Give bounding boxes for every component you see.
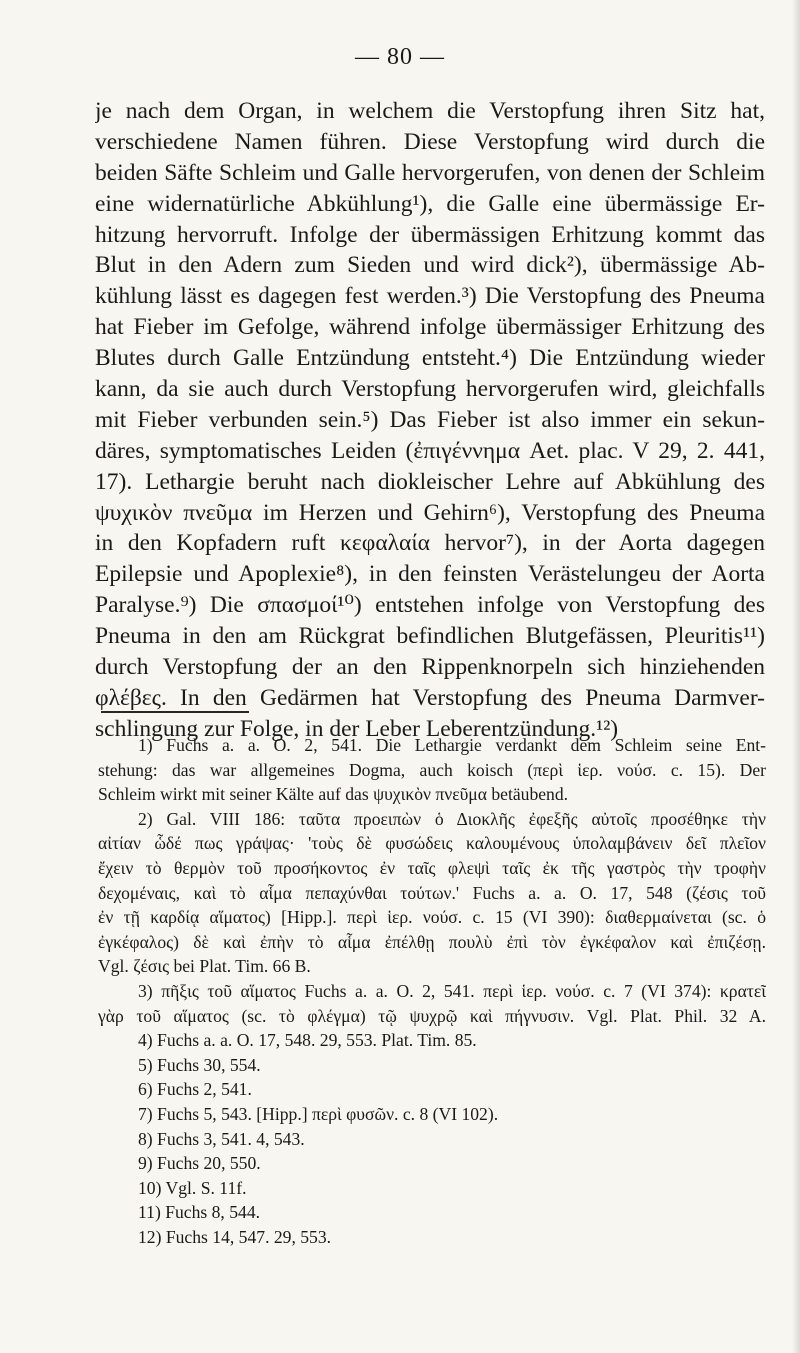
page-number: — 80 — bbox=[355, 44, 445, 70]
footnote-line: stehung: das war allgemeines Dogma, auch koisch (περὶ ἱερ. νούσ. c. 15). Der bbox=[98, 759, 766, 780]
text-line: je nach dem Organ, in welchem die Verstopfung ihren Sitz hat, bbox=[95, 98, 765, 124]
footnote-line: 1) Fuchs a. a. O. 2, 541. Die Lethargie verdankt dem Schleim seine Ent- bbox=[138, 735, 766, 755]
main-text bbox=[95, 96, 765, 745]
footnote-line: 12) Fuchs 14, 547. 29, 553. bbox=[138, 1226, 332, 1247]
page-edge-shadow bbox=[792, 0, 800, 1353]
footnote-line: 8) Fuchs 3, 541. 4, 543. bbox=[138, 1128, 305, 1149]
footnote-line: 2) Gal. VIII 186: ταῦτα προειπὼν ὁ Διοκλῆς ἐφεξῆς αὐτοῖς προσέθηκε τὴν bbox=[138, 808, 766, 829]
footnote-line: 11) Fuchs 8, 544. bbox=[138, 1202, 261, 1223]
text-line: Pneuma in den am Rückgrat befindlichen Blutgefässen, Pleuritis¹¹) bbox=[95, 623, 765, 650]
footnote-line: 10) Vgl. S. 11f. bbox=[138, 1177, 247, 1198]
footnote-line: 4) Fuchs a. a. O. 17, 548. 29, 553. Plat. Tim. 85. bbox=[138, 1030, 477, 1051]
footnote-line: ἐν τῇ καρδίᾳ αἵματος) [Hipp.]. περὶ ἱερ. νούσ. c. 15 (VI 390): διαθερμαίνεται (sc. ὁ bbox=[98, 907, 766, 928]
text-line: eine widernatürliche Abkühlung¹), die Galle eine übermässige Er- bbox=[95, 190, 765, 217]
footnote-line: Vgl. ζέσις bei Plat. Tim. 66 B. bbox=[98, 956, 311, 977]
footnote-line: 6) Fuchs 2, 541. bbox=[138, 1079, 252, 1100]
footnote-line: δεχομέναις, καὶ τὸ αἷμα πεπαχύνθαι τούτων.' Fuchs a. a. O. 17, 548 (ζέσις τοῦ bbox=[98, 882, 766, 903]
text-line: Epilepsie und Apoplexie⁸), in den feinsten Verästelungeu der Aorta bbox=[95, 561, 765, 588]
footnote-line: ἔχειν τὸ θερμὸν τοῦ προσήκοντος ἐν ταῖς φλεψὶ ταῖς ἐκ τῆς γαστρὸς τὴν τροφὴν bbox=[98, 857, 766, 878]
text-line: 17). Lethargie beruht nach diokleischer Lehre auf Abkühlung des bbox=[95, 468, 765, 495]
text-line: ψυχικὸν πνεῦμα im Herzen und Gehirn⁶), Verstopfung des Pneuma bbox=[95, 499, 765, 526]
footnote-line: Schleim wirkt mit seiner Kälte auf das ψυχικὸν πνεῦμα betäubend. bbox=[98, 784, 569, 805]
text-line: Blutes durch Galle Entzündung entsteht.⁴) Die Entzündung wieder bbox=[95, 345, 765, 372]
footnote-separator bbox=[101, 711, 249, 713]
footnote-line: ἐγκέφαλος) δὲ καὶ ἐπὴν τὸ αἷμα ἐπέλθῃ πουλὺ ἐπὶ τὸν ἐγκέφαλον καὶ ἐπιζέσῃ. bbox=[98, 931, 766, 952]
text-line: φλέβες. In den Gedärmen hat Verstopfung des Pneuma Darmver- bbox=[95, 684, 765, 711]
text-line: hat Fieber im Gefolge, während infolge übermässiger Erhitzung des bbox=[95, 314, 765, 341]
text-line: Paralyse.⁹) Die σπασμοί¹⁰) entstehen infolge von Verstopfung des bbox=[95, 592, 765, 619]
footnote-line: αἰτίαν ὧδέ πως γράψας· 'τοὺς δὲ φυσώδεις καλουμένους ὑπολαμβάνειν δεῖ πλεῖον bbox=[98, 833, 766, 854]
text-line: Blut in den Adern zum Sieden und wird dick²), übermässige Ab- bbox=[95, 252, 765, 279]
footnote-line: γὰρ τοῦ αἵματος (sc. τὸ φλέγμα) τῷ ψυχρῷ καὶ πήγνυσιν. Vgl. Plat. Phil. 32 A. bbox=[98, 1005, 766, 1026]
text-line: däres, symptomatisches Leiden (ἐπιγέννημα Aet. plac. V 29, 2. 441, bbox=[95, 437, 765, 464]
text-line: verschiedene Namen führen. Diese Verstopfung wird durch die bbox=[95, 128, 765, 155]
text-line: kann, da sie auch durch Verstopfung hervorgerufen wird, gleichfalls bbox=[95, 376, 765, 403]
footnote-line: 7) Fuchs 5, 543. [Hipp.] περὶ φυσῶν. c. 8 (VI 102). bbox=[138, 1103, 499, 1124]
text-line: kühlung lässt es dagegen fest werden.³) Die Verstopfung des Pneuma bbox=[95, 283, 765, 310]
footnote-line: 5) Fuchs 30, 554. bbox=[138, 1054, 261, 1075]
text-line: durch Verstopfung der an den Rippenknorpeln sich hinziehenden bbox=[95, 654, 765, 681]
text-line: beiden Säfte Schleim und Galle hervorgerufen, von denen der Schleim bbox=[95, 159, 765, 186]
footnotes bbox=[98, 733, 766, 1249]
text-line: in den Kopfadern ruft κεφαλαία hervor⁷), in der Aorta dagegen bbox=[95, 530, 765, 557]
footnote-line: 3) πῆξις τοῦ αἵματος Fuchs a. a. O. 2, 541. περὶ ἱερ. νούσ. c. 7 (VI 374): κρατεῖ bbox=[138, 980, 766, 1001]
text-line: hitzung hervorruft. Infolge der übermässigen Erhitzung kommt das bbox=[95, 221, 765, 248]
text-line: mit Fieber verbunden sein.⁵) Das Fieber ist also immer ein sekun- bbox=[95, 406, 765, 433]
footnote-line: 9) Fuchs 20, 550. bbox=[138, 1153, 261, 1174]
text-line: schlingung zur Folge, in der Leber Leberentzündung.¹²) bbox=[95, 715, 619, 742]
